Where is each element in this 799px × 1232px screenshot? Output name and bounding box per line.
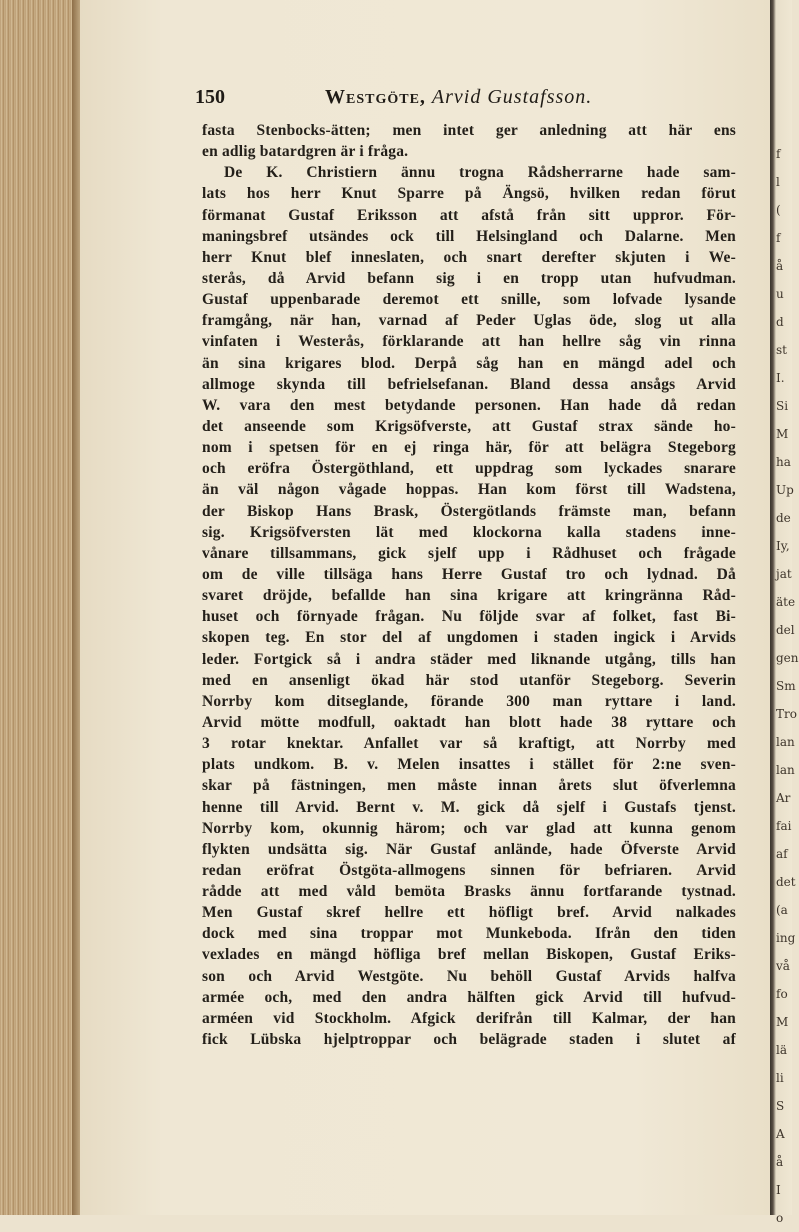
adjacent-page-glyph: fo [776,987,788,1001]
text-line: förmanat Gustaf Eriksson att afstå från sitt uppror. För- [202,206,736,224]
text-line: rådde att med våld bemöta Brasks ännu fortfarande tystnad. [202,883,736,901]
adjacent-page-glyph: f [776,147,781,161]
text-line: Men Gustaf skref hellre ett höfligt bref. Arvid nalkades [202,904,736,922]
adjacent-page-glyph: (a [776,903,788,917]
adjacent-page-glyph: lan [776,735,795,749]
text-line: flykten undsätta sig. När Gustaf anlände, hade Öfverste Arvid [202,840,736,858]
adjacent-page-glyph: Sm [776,679,796,693]
text-line: 3 rotar knektar. Anfallet var så kraftigt, att Norrby med [202,735,736,753]
text-line: armée och, med den andra hälften gick Arvid till hufvud- [202,988,736,1006]
text-line: svaret dröjde, befallde han sina krigare att kringränna Råd- [202,587,736,605]
text-line: Gustaf uppenbarade deremot ett snille, som lofvade lysande [202,291,736,309]
adjacent-page-glyph: S [776,1099,785,1113]
text-line: sterås, då Arvid befann sig i en tropp utan hufvudman. [202,269,736,287]
adjacent-page-fragment [776,140,799,1225]
text-line: en adlig batardgren är i fråga. [202,143,409,161]
text-line: om de ville tillsäga hans Herre Gustaf tro och lydnad. Då [202,565,736,583]
adjacent-page-glyph: Ar [776,791,791,805]
text-line: och eröfra Östergöthland, ett uppdrag som lyckades snarare [202,460,736,478]
adjacent-page-glyph: del [776,623,795,637]
text-line: dock med sina troppar mot Munkeboda. Ifrån den tiden [202,925,736,943]
text-line: vinfaten i Westerås, förklarande att han hellre såg vin rinna [202,333,736,351]
adjacent-page-glyph: Up [776,483,794,497]
text-line: sig. Krigsöfversten lät med klockorna kalla stadens inne- [202,523,736,541]
adjacent-page-glyph: jat [776,567,792,581]
text-line: maningsbref utsändes ock till Helsingland och Dalarne. Men [202,227,736,245]
adjacent-page-glyph: Si [776,399,789,413]
text-line: än sina krigares blod. Derpå såg han en mängd adel och [202,354,736,372]
text-line: vånare tillsammans, gick sjelf upp i Rådhuset och frågade [202,544,736,562]
text-line: fasta Stenbocks-ätten; men intet ger anledning att här ens [202,122,736,139]
text-line: henne till Arvid. Bernt v. M. gick då sjelf i Gustafs tjenst. [202,798,736,816]
text-line: leder. Fortgick så i andra städer med liknande utgång, tills han [202,650,736,668]
text-line: plats undkom. B. v. Melen insattes i stället för 2:ne sven- [202,756,736,774]
text-line: skopen teg. En stor del af ungdomen i staden ingick i Arvids [202,629,736,647]
adjacent-page-glyph: ha [776,455,791,469]
text-line: fick Lübska hjelptroppar och belägrade staden i slutet af [202,1031,736,1049]
adjacent-page-glyph: A [776,1127,785,1141]
text-line: nom i spetsen för en ej ringa här, för att belägra Stegeborg [202,439,736,457]
adjacent-page-glyph: å [776,259,784,273]
adjacent-page-glyph: det [776,875,796,889]
text-line: W. vara den mest betydande personen. Han hade då redan [202,396,736,414]
adjacent-page-glyph: gen [776,651,799,665]
text-line: son och Arvid Westgöte. Nu behöll Gustaf Arvids halfva [202,967,736,985]
text-line: arméen vid Stockholm. Afgick derifrån till Kalmar, der han [202,1009,736,1027]
text-line: framgång, när han, varnad af Peder Uglas öde, slog ut alla [202,312,736,330]
adjacent-page-glyph: o [776,1211,784,1225]
text-line: redan eröfrat Östgöta-allmogens sinnen för befriaren. Arvid [202,861,736,879]
adjacent-page-glyph: u [776,287,784,301]
text-line: det anseende som Krigsöfverste, att Gustaf strax sände ho- [202,417,736,435]
adjacent-page-glyph: af [776,847,788,861]
adjacent-page-glyph: M [776,1015,789,1029]
adjacent-page-glyph: fai [776,819,792,833]
adjacent-page-glyph: vå [776,959,790,973]
text-line: lats hos herr Knut Sparre på Ängsö, hvilken redan förut [202,185,736,203]
page-number: 150 [195,86,225,108]
adjacent-page-glyph: å [776,1155,784,1169]
text-line: De K. Christiern ännu trogna Rådsherrarne hade sam- [224,164,736,182]
text-line: allmoge skynda till befrielsefanan. Bland dessa ansågs Arvid [202,375,736,393]
text-line: vexlades en mängd höfliga bref mellan Biskopen, Gustaf Eriks- [202,946,736,964]
adjacent-page-glyph: I. [776,371,785,385]
adjacent-page-glyph: ing [776,931,796,945]
page-header [195,86,735,110]
text-line: der Biskop Hans Brask, Östergötlands främste man, befann [202,502,736,520]
adjacent-page-glyph: f [776,231,781,245]
adjacent-page-glyph: st [776,343,787,357]
adjacent-page-glyph: li [776,1071,784,1085]
running-title-name: Westgöte, [325,86,426,108]
book-page-edge [0,0,80,1215]
text-line: Norrby kom, okunnig härom; och var glad att kunna genom [202,819,736,837]
running-title [325,86,592,109]
adjacent-page-glyph: d [776,315,784,329]
adjacent-page-glyph: Tro [776,707,797,721]
body-text [202,120,736,1050]
adjacent-page-glyph: ( [776,203,781,217]
text-line: med en ansenligt ökad här stod utanför Stegeborg. Severin [202,671,736,689]
adjacent-page-glyph: lan [776,763,795,777]
adjacent-page-glyph: Iy, [776,539,790,553]
adjacent-page-glyph: I [776,1183,781,1197]
adjacent-page-glyph: l [776,175,780,189]
text-line: än väl någon vågade hoppas. Han kom först till Wadstena, [202,481,736,499]
text-line: Arvid mötte modfull, oaktadt han blott hade 38 ryttare och [202,713,736,731]
adjacent-page-glyph: lä [776,1043,787,1057]
text-line: herr Knut blef inneslaten, och snart derefter skjuten i We- [202,248,736,266]
adjacent-page-glyph: äte [776,595,796,609]
adjacent-page-glyph: M [776,427,789,441]
text-line: huset och förnyade frågan. Nu följde svar af folket, fast Bi- [202,608,736,626]
text-line: Norrby kom ditseglande, förande 300 man ryttare i land. [202,692,736,710]
running-title-subtitle: Arvid Gustafsson. [431,86,593,108]
adjacent-page-glyph: de [776,511,791,525]
text-line: skar på fästningen, men måste innan årets slut öfverlemna [202,777,736,795]
